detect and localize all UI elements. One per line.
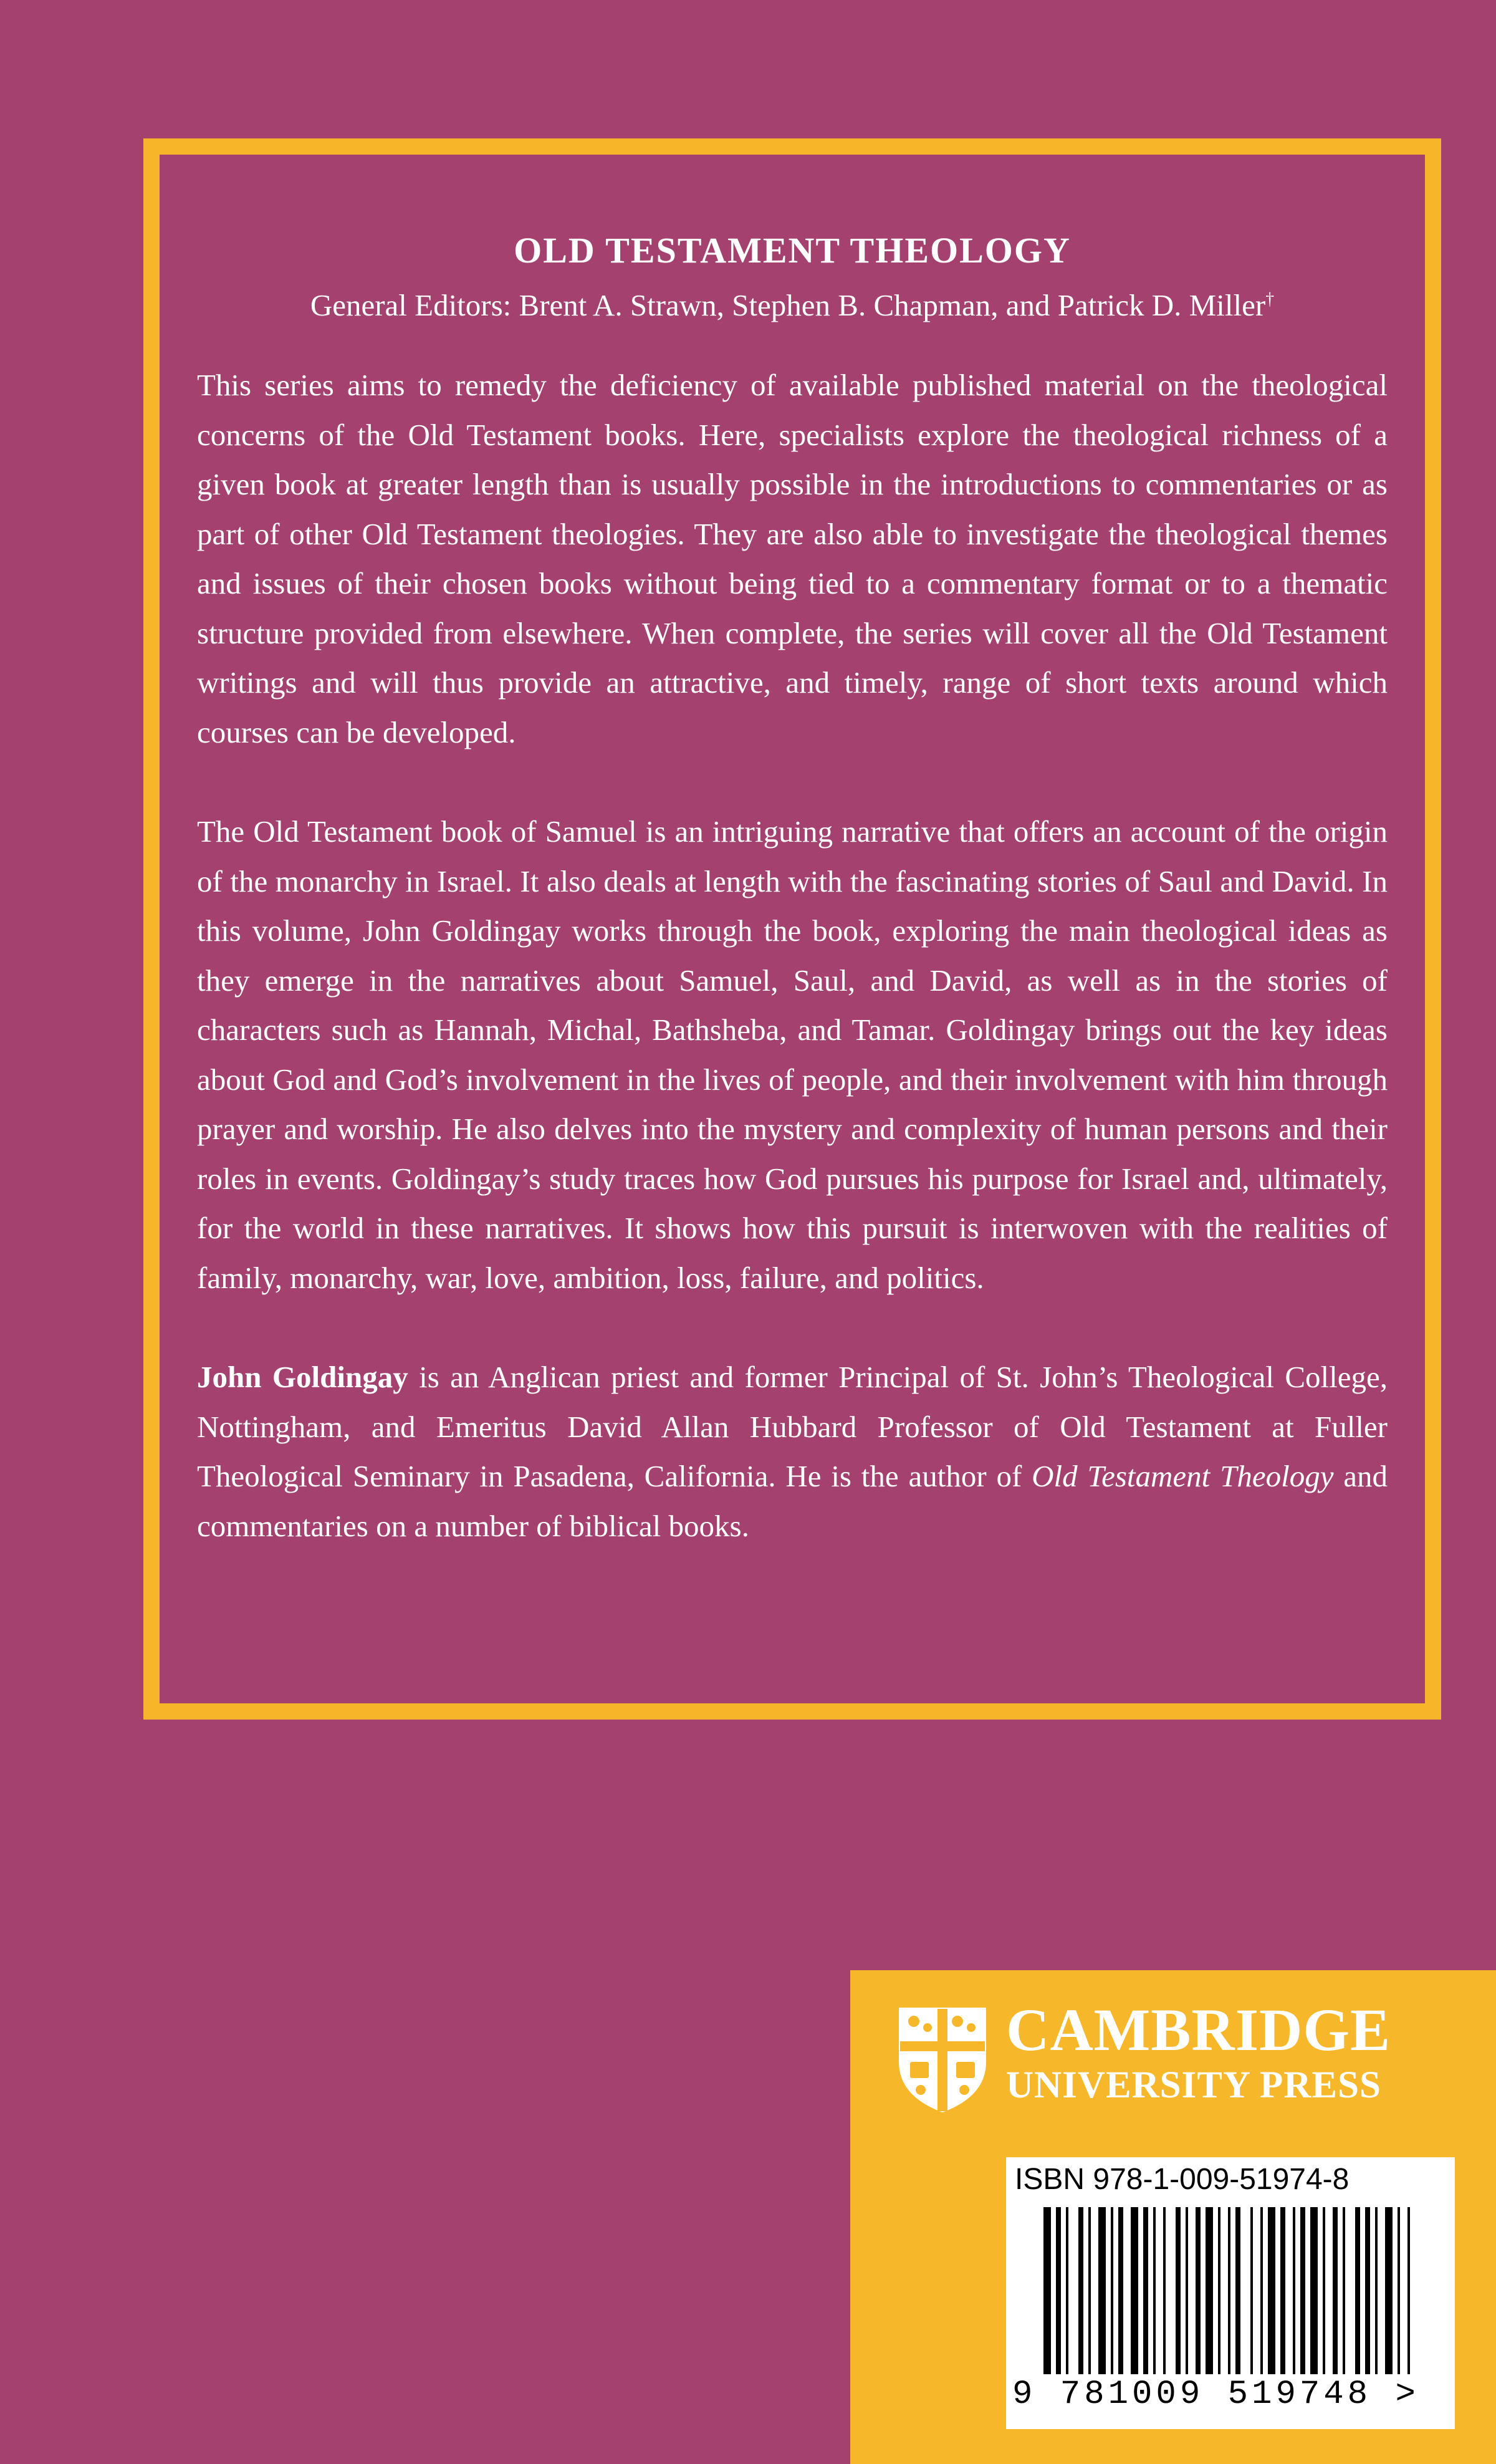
blurb-content xyxy=(197,229,1388,1551)
book-description: The Old Testament book of Samuel is an intriguing narrative that offers an account of the origin of the monarchy in Israel. It also deals at length with the fascinating stories of Saul and David. In this volume, John Goldingay works through the book, exploring the main theological ideas as they emerge in the narratives about Samuel, Saul, and David, as well as in the stories of characters such as Hannah, Michal, Bathsheba, and Tamar. Goldingay brings out the key ideas about God and God’s involvement in the lives of people, and their involvement with him through prayer and worship. He also delves into the mystery and complexity of human persons and their roles in events. Goldingay’s study traces how God pursues his purpose for Israel and, ultimately, for the world in these narratives. It shows how this pursuit is interwoven with the realities of family, monarchy, war, love, ambition, loss, failure, and politics. xyxy=(197,814,1388,1295)
series-editors xyxy=(197,287,1388,323)
publisher-subname: UNIVERSITY PRESS xyxy=(1006,2064,1381,2106)
barcode-digits: 9 781009 519748 > xyxy=(1012,2375,1419,2413)
cambridge-crest-icon xyxy=(893,2003,992,2115)
barcode-icon xyxy=(1043,2207,1430,2374)
editors-text: General Editors: Brent A. Strawn, Stephen B. Chapman, and Patrick D. Miller xyxy=(310,288,1266,322)
isbn-label: ISBN 978-1-009-51974-8 xyxy=(1015,2163,1350,2196)
barcode-box xyxy=(1006,2157,1455,2429)
author-bio-start: is an Anglican priest and former Principal of St. John’s Theological College, Nottingham, and Emeritus David Allan Hubbard Professor of Old Testament at Fuller Theological Seminary in Pasadena, California. He is the author of xyxy=(197,1360,1388,1493)
author-book-title: Old Testament Theology xyxy=(1032,1459,1334,1493)
publisher-name: CAMBRIDGE xyxy=(1006,1996,1391,2063)
author-bio-end: and commentaries on a number of biblical books. xyxy=(197,1459,1388,1543)
dagger-mark: † xyxy=(1265,289,1275,309)
series-title: OLD TESTAMENT THEOLOGY xyxy=(514,230,1071,271)
author-name: John Goldingay xyxy=(197,1360,408,1394)
publisher-panel xyxy=(850,1970,1496,2464)
author-bio xyxy=(197,1352,1388,1551)
series-description: This series aims to remedy the deficiency of available published material on the theological concerns of the Old Testament books. Here, specialists explore the theological richness of a given book at greater length than is usually possible in the introductions to commentaries or as part of other Old Testament theologies. They are also able to investigate the theological themes and issues of their chosen books without being tied to a commentary format or to a thematic structure provided from elsewhere. When complete, the series will cover all the Old Testament writings and will thus provide an attractive, and timely, range of short texts around which courses can be developed. xyxy=(197,368,1388,749)
blurb-frame xyxy=(143,138,1441,1720)
